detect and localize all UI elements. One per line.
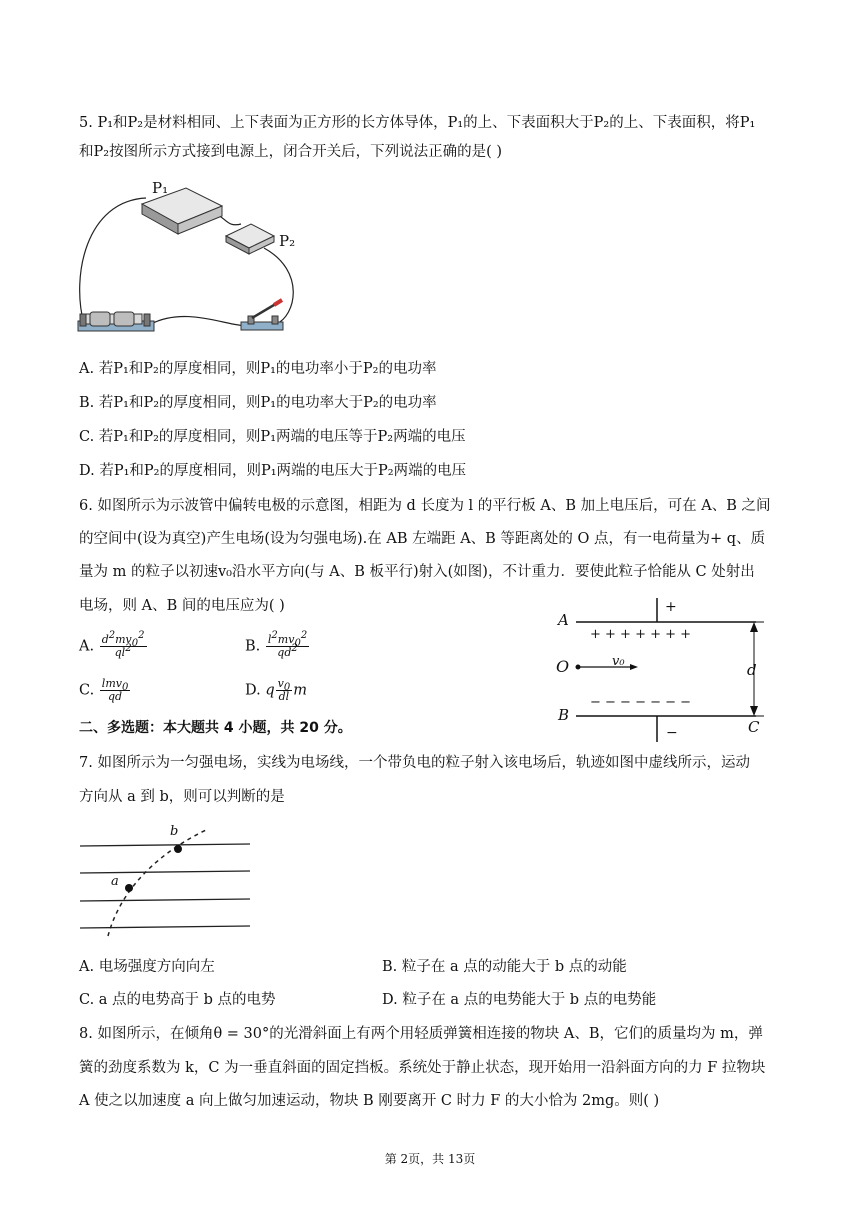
q8-stem-line3: A 使之以加速度 a 向上做匀加速运动，物块 B 刚要离开 C 时力 F 的大小恰为 2mg。则( ) (79, 1093, 660, 1109)
q6-label-c: C (748, 718, 760, 736)
q7-option-a: A. 电场强度方向向左 (79, 959, 215, 975)
q6-option-d-prefix: D. (245, 682, 261, 699)
q5-option-a: A. 若P₁和P₂的厚度相同，则P₁的电功率小于P₂的电功率 (79, 361, 437, 377)
q6-stem-line3: 量为 m 的粒子以初速v₀沿水平方向(与 A、B 板平行)射入(如图)，不计重力．要使此粒子恰能从 C 处射出 (79, 564, 755, 580)
page-footer: 第 2页，共 13页 (384, 1152, 476, 1166)
q6-stem-line1: 6. 如图所示为示波管中偏转电极的示意图，相距为 d 长度为 l 的平行板 A、B 加上电压后，可在 A、B 之间 (79, 498, 771, 514)
q7-option-d: D. 粒子在 a 点的电势能大于 b 点的电势能 (382, 992, 657, 1008)
q7-stem-line2: 方向从 a 到 b，则可以判断的是 (79, 789, 285, 805)
q6-label-d: d (747, 661, 757, 679)
q5-label-p2: P₂ (279, 232, 296, 250)
q6-minus-charges: − − − − − − − (590, 695, 692, 710)
q5-stem-line1: 5. P₁和P₂是材料相同、上下表面为正方形的长方体导体，P₁的上、下表面积大于P₂的上、下表面积，将P₁ (79, 115, 756, 131)
q6-option-b-prefix: B. (245, 638, 261, 655)
q6-label-v0: v₀ (612, 654, 625, 669)
q7-label-a: a (111, 874, 119, 889)
q6-stem-line2: 的空间中(设为真空)产生电场(设为匀强电场).在 AB 左端距 A、B 等距离处的 O 点，有一电荷量为+ q、质 (79, 531, 766, 547)
q6-plus-charges: + + + + + + + (590, 627, 692, 642)
q6-option-b-formula: $\frac{l^2mv_0^2}{qd^2}$ (267, 630, 308, 659)
q7-option-b: B. 粒子在 a 点的动能大于 b 点的动能 (382, 959, 627, 975)
q6-option-c (79, 678, 131, 703)
q6-label-a: A (558, 611, 569, 629)
q6-option-a-formula: $\frac{d^2mv_0^2}{ql^2}$ (101, 630, 145, 659)
q8-stem-line2: 簧的劲度系数为 k，C 为一垂直斜面的固定挡板。系统处于静止状态，现开始用一沿斜面方向的力 F 拉物块 (79, 1060, 766, 1076)
q6-option-a-prefix: A. (79, 638, 95, 655)
section-multi-choice-heading: 二、多选题：本大题共 4 小题，共 20 分。 (79, 720, 352, 736)
q5-option-b: B. 若P₁和P₂的厚度相同，则P₁的电功率大于P₂的电功率 (79, 395, 437, 411)
q5-option-d: D. 若P₁和P₂的厚度相同，则P₁两端的电压大于P₂两端的电压 (79, 463, 467, 479)
q6-option-c-formula: $\frac{lmv_0}{qd}$ (101, 677, 129, 703)
q6-label-b: B (558, 706, 570, 724)
q6-plus-terminal: + (665, 599, 677, 615)
q5-option-c: C. 若P₁和P₂的厚度相同，则P₁两端的电压等于P₂两端的电压 (79, 429, 466, 445)
q7-option-c: C. a 点的电势高于 b 点的电势 (79, 992, 276, 1008)
q7-label-b: b (170, 824, 179, 839)
q5-circuit-figure (76, 176, 306, 336)
q6-stem-line4: 电场，则 A、B 间的电压应为( ) (79, 598, 285, 614)
q6-option-a (79, 630, 148, 659)
q6-option-d-formula: $\frac{v_0}{dl}$ (277, 677, 291, 703)
q5-stem-line2: 和P₂按图所示方式接到电源上，闭合开关后，下列说法正确的是( ) (79, 144, 502, 160)
q6-option-d: D. q $\frac{v_0}{dl}$ m (245, 677, 307, 703)
q6-minus-terminal: − (666, 725, 678, 741)
q8-stem-line1: 8. 如图所示，在倾角θ = 30°的光滑斜面上有两个用轻质弹簧相连接的物块 A、B，它们的质量均为 m，弹 (79, 1026, 763, 1042)
q7-field-figure (78, 818, 258, 943)
q7-stem-line1: 7. 如图所示为一匀强电场，实线为电场线，一个带负电的粒子射入该电场后，轨迹如图中虚线所示，运动 (79, 755, 750, 771)
q5-label-p1: P₁ (152, 179, 169, 197)
q6-label-o: O (556, 657, 570, 676)
q6-option-b (245, 630, 310, 659)
q6-option-c-prefix: C. (79, 682, 95, 699)
